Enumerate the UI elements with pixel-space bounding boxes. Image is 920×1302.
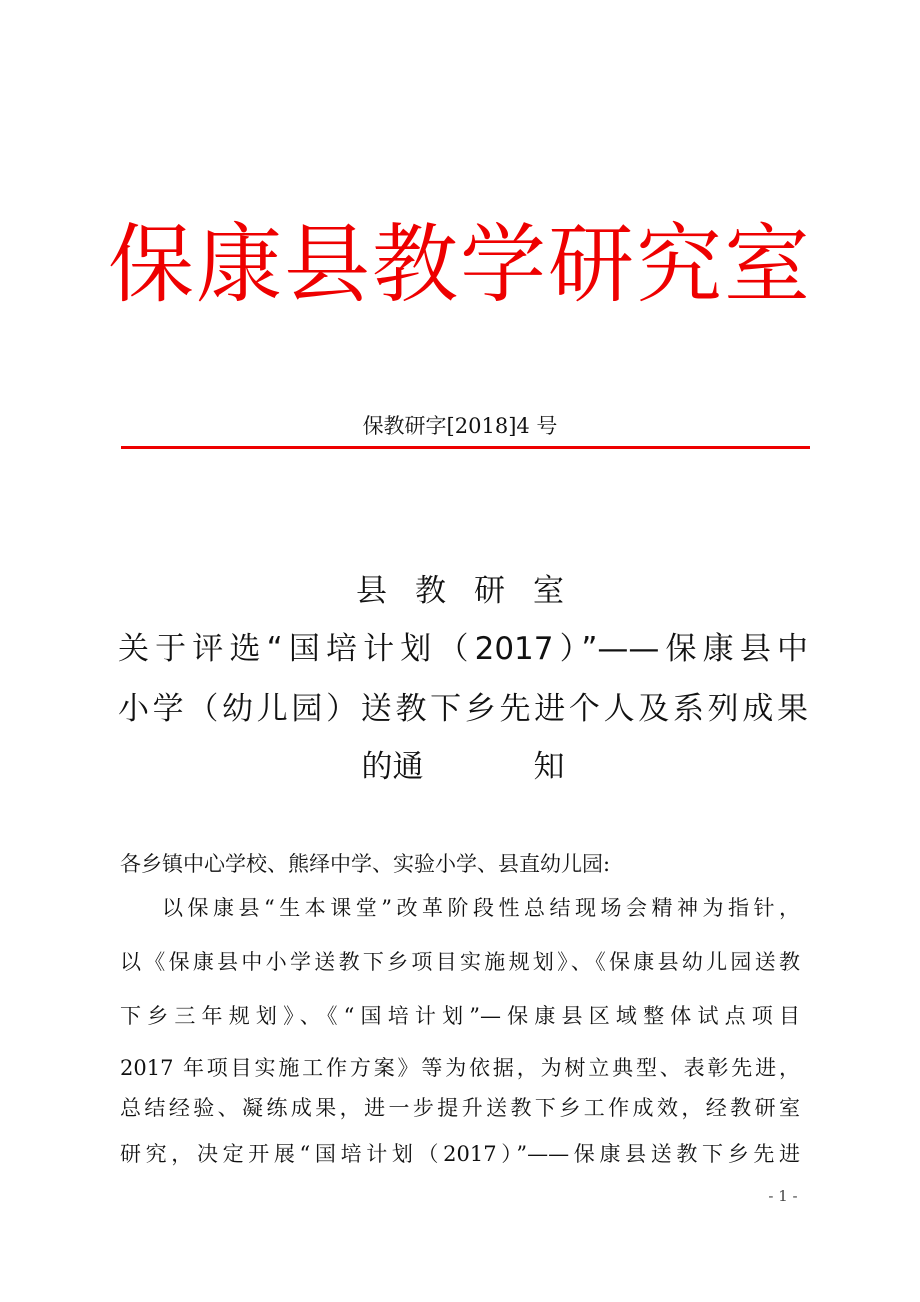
notice-title-line-2: 小学（幼儿园）送教下乡先进个人及系列成果 — [118, 691, 808, 727]
body-line-4: 2017 年项目实施工作方案》等为依据，为树立典型、表彰先进， — [120, 1056, 800, 1080]
body-line-3: 下乡三年规划》、《“国培计划”—保康县区域整体试点项目 — [120, 1004, 800, 1028]
issuer-heading: 县教研室 — [356, 573, 592, 609]
notice-title-line-3 — [118, 738, 808, 796]
body-line-1: 以保康县“生本课堂”改革阶段性总结现场会精神为指针， — [162, 896, 800, 920]
body-line-6: 研究，决定开展“国培计划（2017）”——保康县送教下乡先进 — [120, 1142, 800, 1166]
notice-title-line-3-part-2: 知 — [533, 749, 565, 785]
salutation: 各乡镇中心学校、熊绎中学、实验小学、县直幼儿园: — [120, 852, 611, 876]
red-divider-line — [121, 446, 810, 449]
body-line-2: 以《保康县中小学送教下乡项目实施规划》、《保康县幼儿园送教 — [120, 950, 800, 974]
notice-title-line-3-part-1: 的通 — [361, 749, 424, 785]
notice-title-line-1: 关于评选“国培计划（2017）”——保康县中 — [118, 631, 808, 667]
page-number: - 1 - — [768, 1187, 798, 1205]
organization-header: 保康县教学研究室 — [108, 215, 812, 315]
body-line-5: 总结经验、凝练成果，进一步提升送教下乡工作成效，经教研室 — [120, 1096, 800, 1120]
document-number: 保教研字[2018]4 号 — [362, 414, 558, 438]
